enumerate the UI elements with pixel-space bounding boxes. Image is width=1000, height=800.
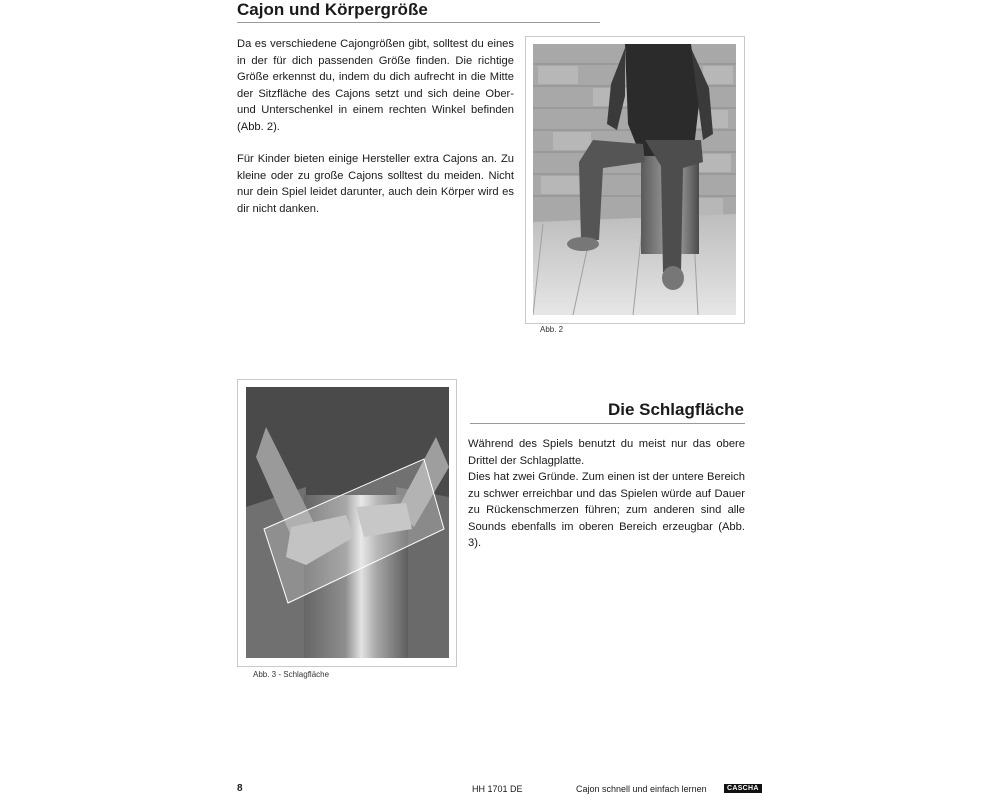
product-code: HH 1701 DE bbox=[472, 784, 523, 794]
playing-surface-paragraph-1: Während des Spiels benutzt du meist nur das obere Drittel der Schlagplatte. bbox=[468, 438, 745, 467]
body-size-paragraph-1: Da es verschiedene Cajongrößen gibt, solltest du eines in der für dich passenden Größe finden. Die richtige Größe erkennst du, indem du dich aufrecht in die Mitte der Sitzfläche des Cajons setzt und sich deine Ober- und Unterschenkel in einem rechten Winkel befinden (Abb. 2). bbox=[237, 38, 514, 133]
title-rule bbox=[237, 22, 600, 23]
section-title-body-size: Cajon und Körpergröße bbox=[237, 0, 428, 19]
page-number: 8 bbox=[237, 783, 243, 794]
playing-surface-paragraph-2: Dies hat zwei Gründe. Zum einen ist der untere Bereich zu schwer erreichbar und das Spielen würde auf Dauer zu Rückenschmerzen führen; zum anderen sind alle Sounds ebenfalls im oberen Bereich erzeugbar (Abb. 3). bbox=[468, 471, 745, 550]
publisher-logo: CASCHA bbox=[724, 784, 762, 793]
figure-3-frame bbox=[237, 379, 457, 667]
section-title-playing-surface: Die Schlagfläche bbox=[607, 400, 744, 419]
figure-2-caption: Abb. 2 bbox=[540, 325, 564, 334]
seated-player-image bbox=[533, 44, 736, 315]
figure-3-caption: Abb. 3 - Schlagfläche bbox=[253, 670, 330, 679]
figure-2-photo bbox=[533, 44, 736, 315]
figure-3-photo bbox=[246, 387, 449, 658]
title-rule bbox=[470, 423, 745, 424]
hands-on-cajon-image bbox=[246, 387, 449, 658]
book-title: Cajon schnell und einfach lernen bbox=[576, 784, 707, 794]
figure-2-frame bbox=[525, 36, 745, 324]
body-size-paragraph-2: Für Kinder bieten einige Hersteller extra Cajons an. Zu kleine oder zu große Cajons solltest du meiden. Nicht nur dein Spiel leidet darunter, auch dein Körper wird es dir nicht danken. bbox=[237, 153, 514, 215]
